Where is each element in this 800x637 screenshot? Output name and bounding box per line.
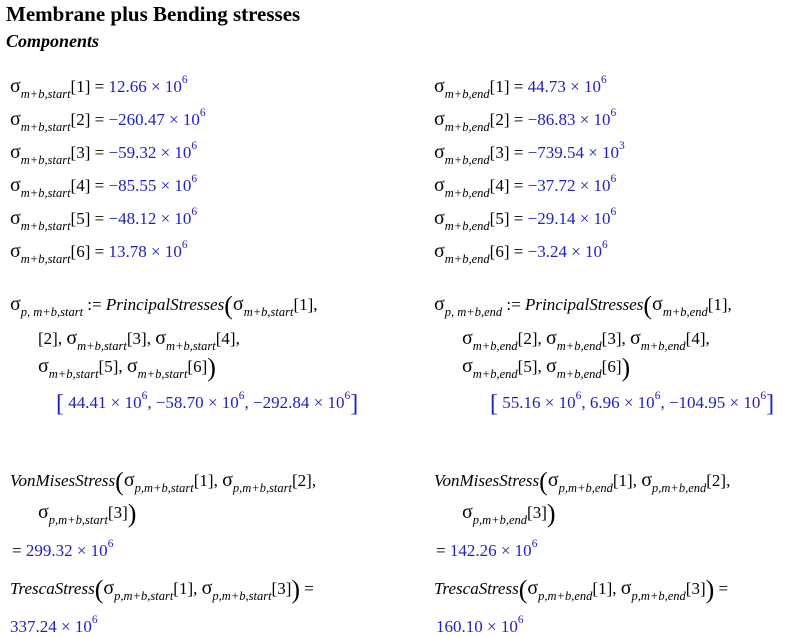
component-row: $\sigma_{m+b,start}[3] = -59.32 \times 10^6$: [10, 140, 198, 167]
vonmises-end-call: $VonMisesStress(\sigma_{p,m+b,end}[1]$, $\sigma_{p,m+b,end}[2]$,: [434, 467, 731, 496]
vonmises-start-call: $VonMisesStress(\sigma_{p,m+b,start}[1]$, $\sigma_{p,m+b,start}[2]$,: [10, 467, 317, 496]
principal-end-line2: $\sigma_{m+b,end}[2]$, $\sigma_{m+b,end}[3]$, $\sigma_{m+b,end}[4]$,: [462, 327, 710, 353]
component-row: $\sigma_{m+b,start}[6] = 13.78 \times 10^6$: [10, 239, 188, 266]
vonmises-start-result: = $299.32 \times 10^6$: [12, 538, 114, 560]
principal-end-line3: $\sigma_{m+b,end}[5]$, $\sigma_{m+b,end}[6]$): [462, 353, 631, 382]
principal-start-result: [ $44.41 \times 10^6$, $-58.70 \times 10^6$, $-292.84 \times 10^6$]: [56, 390, 359, 417]
component-row: $\sigma_{m+b,start}[2] = -260.47 \times 10^6$: [10, 107, 206, 134]
component-row: $\sigma_{m+b,start}[1] = 12.66 \times 10^6$: [10, 74, 188, 101]
vonmises-end-line2: $\sigma_{p,m+b,end}[3]$): [462, 499, 556, 528]
component-row: $\sigma_{m+b,end}[1] = 44.73 \times 10^6$: [434, 74, 607, 101]
principal-start-line2: [2], $\sigma_{m+b,start}[3]$, $\sigma_{m+b,start}[4]$,: [38, 327, 240, 353]
component-row: $\sigma_{m+b,end}[2] = -86.83 \times 10^6$: [434, 107, 617, 134]
principal-end-definition: $\sigma_{p, m+b,end}$ := $PrincipalStresses(\sigma_{m+b,end}[1]$,: [434, 291, 732, 320]
tresca-end-result: $160.10 \times 10^6$: [436, 614, 524, 636]
tresca-start-result: $337.24 \times 10^6$: [10, 614, 98, 636]
tresca-end-call: $TrescaStress(\sigma_{p,m+b,end}[1]$, $\sigma_{p,m+b,end}[3]$) =: [434, 575, 729, 604]
component-row: $\sigma_{m+b,start}[4] = -85.55 \times 10^6$: [10, 173, 198, 200]
vonmises-end-result: = $142.26 \times 10^6$: [436, 538, 538, 560]
component-row: $\sigma_{m+b,end}[4] = -37.72 \times 10^6$: [434, 173, 617, 200]
tresca-start-call: $TrescaStress(\sigma_{p,m+b,start}[1]$, $\sigma_{p,m+b,start}[3]$) =: [10, 575, 314, 604]
principal-start-definition: $\sigma_{p, m+b,start}$ := $PrincipalStresses(\sigma_{m+b,start}[1]$,: [10, 291, 318, 320]
component-row: $\sigma_{m+b,end}[3] = -739.54 \times 10^3$: [434, 140, 625, 167]
component-row: $\sigma_{m+b,start}[5] = -48.12 \times 10^6$: [10, 206, 198, 233]
principal-end-result: [ $55.16 \times 10^6$, $6.96 \times 10^6$, $-104.95 \times 10^6$]: [490, 390, 775, 417]
component-row: $\sigma_{m+b,end}[5] = -29.14 \times 10^6$: [434, 206, 617, 233]
component-row: $\sigma_{m+b,end}[6] = -3.24 \times 10^6$: [434, 239, 608, 266]
section-title: Membrane plus Bending stresses: [6, 2, 301, 26]
vonmises-start-line2: $\sigma_{p,m+b,start}[3]$): [38, 499, 137, 528]
section-subtitle: Components: [6, 31, 100, 51]
principal-start-line3: $\sigma_{m+b,start}[5]$, $\sigma_{m+b,start}[6]$): [38, 353, 216, 382]
